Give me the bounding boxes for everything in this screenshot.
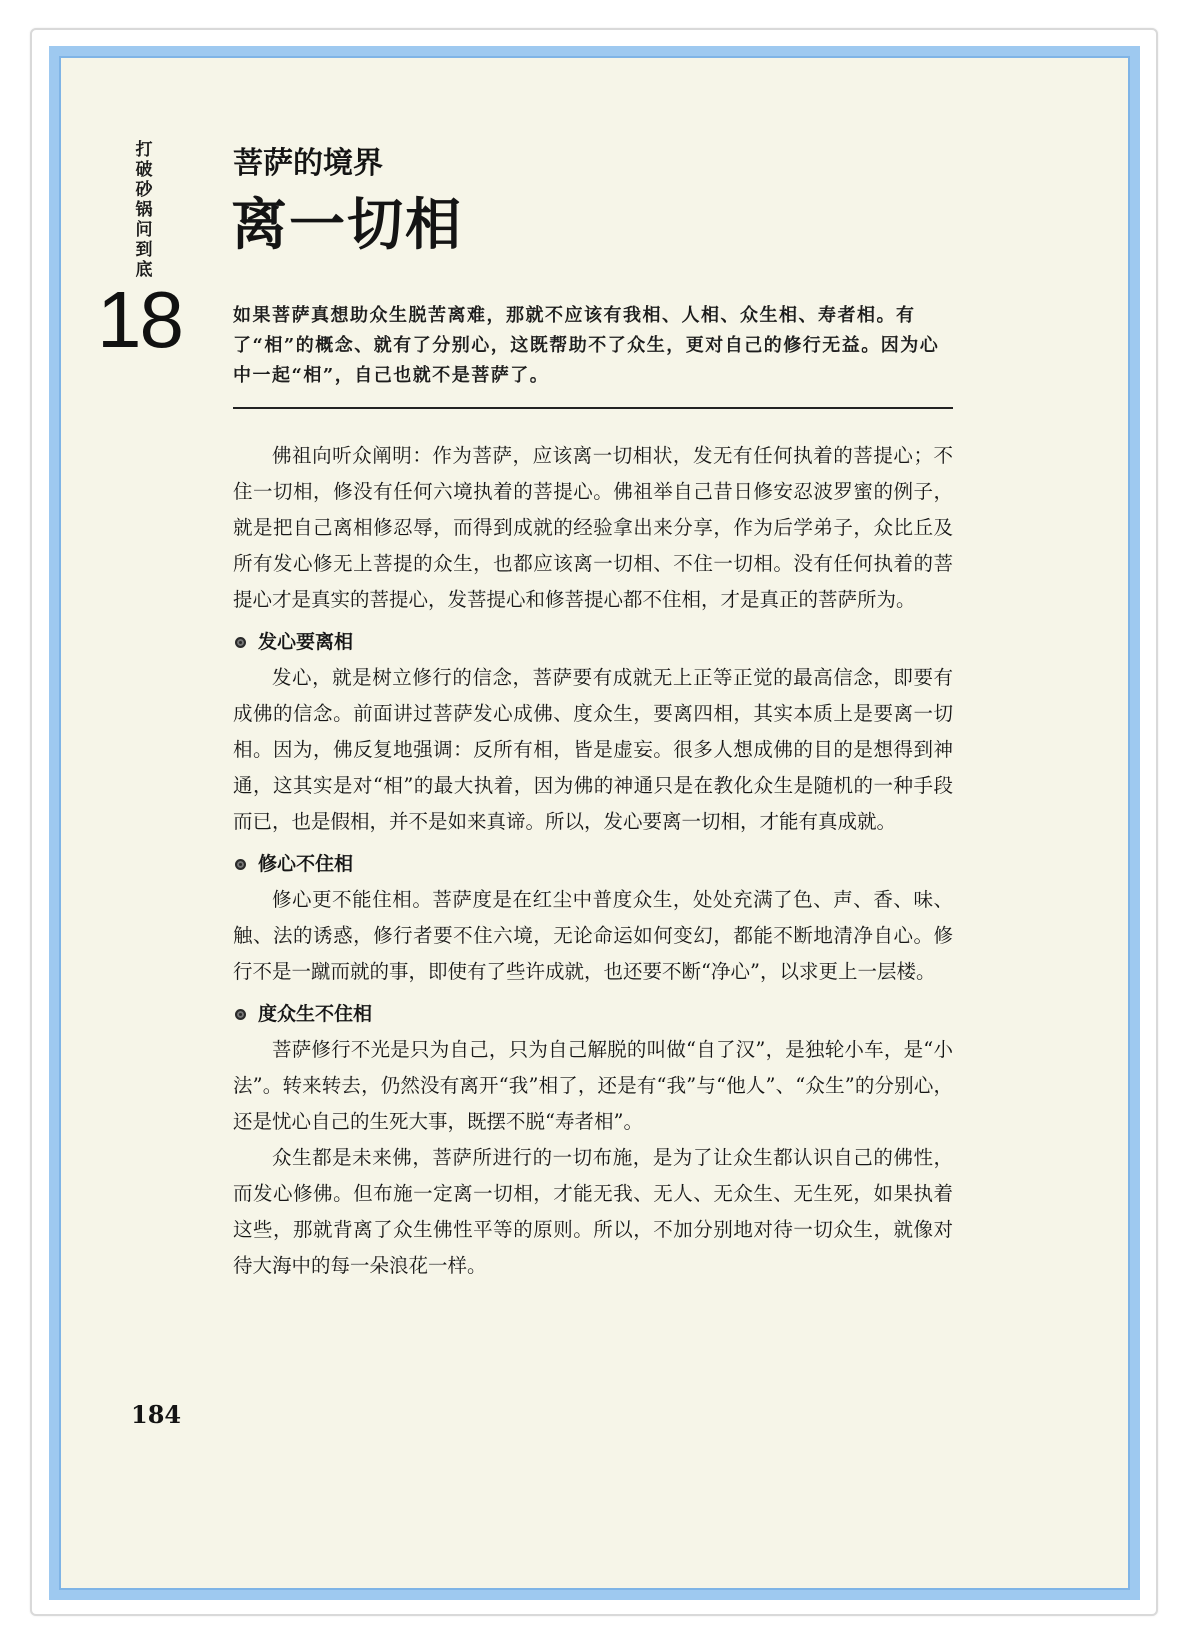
- section-heading-label: 修心不住相: [258, 853, 354, 875]
- section-heading: [233, 996, 953, 1032]
- chapter-title: 离一切相: [231, 193, 463, 258]
- section-heading-label: 发心要离相: [258, 631, 354, 653]
- body-text: [233, 438, 953, 1284]
- bullet-icon: [235, 859, 246, 870]
- section-paragraph: 发心，就是树立修行的信念，菩萨要有成就无上正等正觉的最高信念，即要有成佛的信念。前面讲过菩萨发心成佛、度众生，要离四相，其实本质上是要离一切相。因为，佛反复地强调：反所有相，皆是虚妄。很多人想成佛的目的是想得到神通，这其实是对“相”的最大执着，因为佛的神通只是在教化众生是随机的一种手段而已，也是假相，并不是如来真谛。所以，发心要离一切相，才能有真成就。: [233, 666, 953, 833]
- section-paragraph: 菩萨修行不光是只为自己，只为自己解脱的叫做“自了汉”，是独轮小车，是“小法”。转来转去，仍然没有离开“我”相了，还是有“我”与“他人”、“众生”的分别心，还是忧心自己的生死大事，既摆不脱“寿者相”。: [233, 1038, 953, 1133]
- section-heading: [233, 624, 953, 660]
- section-paragraph: 众生都是未来佛，菩萨所进行的一切布施，是为了让众生都认识自己的佛性，而发心修佛。但布施一定离一切相，才能无我、无人、无众生、无生死，如果执着这些，那就背离了众生佛性平等的原则。所以，不加分别地对待一切众生，就像对待大海中的每一朵浪花一样。: [233, 1146, 953, 1277]
- page-frame: [49, 46, 1140, 1600]
- bullet-icon: [235, 1009, 246, 1020]
- section-paragraph: 修心更不能住相。菩萨度是在红尘中普度众生，处处充满了色、声、香、味、触、法的诱惑，修行者要不住六境，无论命运如何变幻，都能不断地清净自心。修行不是一蹴而就的事，即使有了些许成就，也还要不断“净心”，以求更上一层楼。: [233, 888, 953, 983]
- side-series-title: 打破砂锅问到底: [135, 140, 153, 280]
- section-heading: [233, 846, 953, 882]
- intro-paragraph: 佛祖向听众阐明：作为菩萨，应该离一切相状，发无有任何执着的菩提心；不住一切相，修没有任何六境执着的菩提心。佛祖举自己昔日修安忍波罗蜜的例子，就是把自己离相修忍辱，而得到成就的经验拿出来分享，作为后学弟子，众比丘及所有发心修无上菩提的众生，也都应该离一切相、不住一切相。没有任何执着的菩提心才是真实的菩提心，发菩提心和修菩提心都不住相，才是真正的菩萨所为。: [233, 444, 953, 611]
- chapter-number: 18: [97, 275, 182, 364]
- chapter-subtitle: 菩萨的境界: [233, 146, 383, 181]
- bullet-icon: [235, 637, 246, 648]
- chapter-summary: 如果菩萨真想助众生脱苦离难，那就不应该有我相、人相、众生相、寿者相。有了“相”的概念、就有了分别心，这既帮助不了众生，更对自己的修行无益。因为心中一起“相”，自己也就不是菩萨了。: [233, 305, 940, 386]
- section-heading-label: 度众生不住相: [258, 1003, 373, 1025]
- book-page: [59, 56, 1130, 1590]
- summary-divider: [233, 407, 953, 409]
- page-number: 184: [131, 1400, 182, 1429]
